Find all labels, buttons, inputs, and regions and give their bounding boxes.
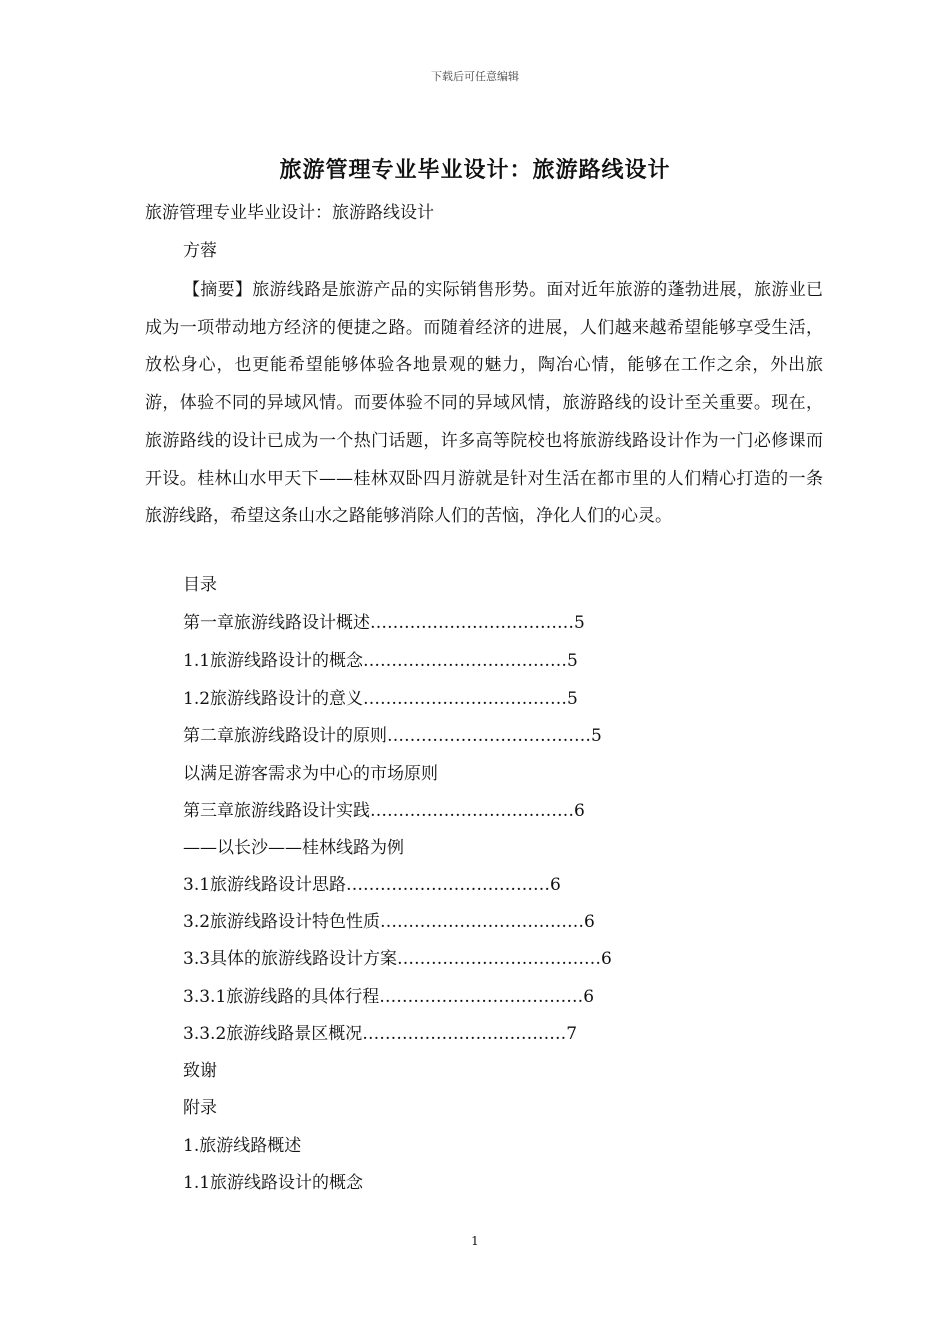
toc-entry: 以满足游客需求为中心的市场原则: [183, 764, 438, 784]
toc-entry: 3.1旅游线路设计思路………………………………6: [183, 875, 561, 895]
document-subtitle: 旅游管理专业毕业设计：旅游路线设计: [145, 203, 434, 223]
toc-entry: 3.3具体的旅游线路设计方案………………………………6: [183, 949, 612, 969]
toc-entry: ——以长沙——桂林线路为例: [183, 838, 404, 858]
toc-entry: 1.1旅游线路设计的概念: [183, 1173, 364, 1193]
toc-entry: 致谢: [183, 1061, 217, 1081]
toc-heading: 目录: [183, 575, 217, 595]
toc-entry: 3.3.1旅游线路的具体行程………………………………6: [183, 987, 595, 1007]
page-header: 下载后可任意编辑: [431, 70, 519, 83]
abstract-paragraph: [145, 272, 823, 536]
document-title: 旅游管理专业毕业设计：旅游路线设计: [279, 158, 671, 183]
toc-entry: 附录: [183, 1098, 217, 1118]
author-name: 方蓉: [183, 241, 217, 261]
toc-entry: 第二章旅游线路设计的原则………………………………5: [183, 726, 602, 746]
abstract-body: 旅游线路是旅游产品的实际销售形势。面对近年旅游的蓬勃进展，旅游业已成为一项带动地方经济的便捷之路。而随着经济的进展，人们越来越希望能够享受生活，放松身心，也更能希望能够体验各地景观的魅力，陶冶心情，能够在工作之余，外出旅游，体验不同的异域风情。而要体验不同的异域风情，旅游路线的设计至关重要。现在，旅游路线的设计已成为一个热门话题，许多高等院校也将旅游线路设计作为一门必修课而开设。桂林山水甲天下——桂林双卧四月游就是针对生活在都市里的人们精心打造的一条旅游线路，希望这条山水之路能够消除人们的苦恼，净化人们的心灵。: [145, 280, 824, 527]
toc-entry: 1.2旅游线路设计的意义………………………………5: [183, 689, 578, 709]
toc-entry: 3.2旅游线路设计特色性质………………………………6: [183, 912, 595, 932]
toc-entry: 第三章旅游线路设计实践………………………………6: [183, 801, 585, 821]
toc-entry: 1.1旅游线路设计的概念………………………………5: [183, 651, 578, 671]
toc-entry: 1.旅游线路概述: [183, 1136, 302, 1156]
toc-entry: 第一章旅游线路设计概述………………………………5: [183, 613, 585, 633]
toc-entry: 3.3.2旅游线路景区概况………………………………7: [183, 1024, 578, 1044]
abstract-label: 【摘要】: [183, 280, 253, 300]
page-number: 1: [471, 1234, 479, 1248]
